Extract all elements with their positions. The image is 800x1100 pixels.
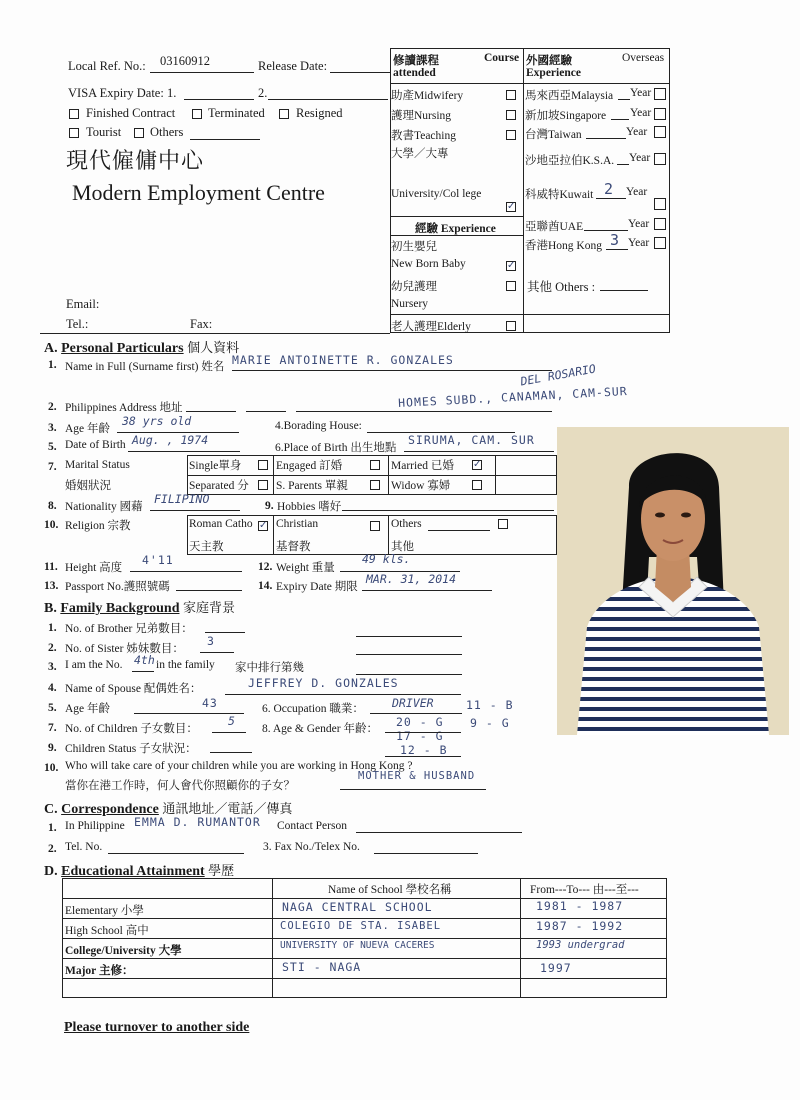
course-nursing-checkbox[interactable] <box>506 110 516 120</box>
experience-newborn-checkbox[interactable]: ✓ <box>507 260 516 271</box>
tourist-checkbox[interactable] <box>69 128 79 138</box>
visa-expiry-2-label: 2. <box>258 86 268 100</box>
marital-engaged: Engaged 訂婚 <box>276 460 343 472</box>
overseas-kuwait-line <box>596 198 626 199</box>
care-line <box>340 789 486 790</box>
overseas-malaysia: 馬來西亞Malaysia <box>525 90 614 102</box>
contact-person-line <box>356 832 522 833</box>
occupation-label: 6. Occupation 職業： <box>262 703 364 715</box>
section-b-heading: B. Family Background 家庭背景 <box>44 601 236 616</box>
section-c-heading: C. Correspondence 通訊地址／電話／傳真 <box>44 802 293 817</box>
address-value-2: HOMES SUBD., CANAMAN, CAM-SUR <box>397 383 629 411</box>
row-number-b5: 5. <box>48 702 57 714</box>
course-header-chinese: 修讀課程 <box>393 55 439 67</box>
overseas-kuwait: 科威特Kuwait <box>525 189 594 201</box>
row-number-9: 9. <box>265 500 274 512</box>
experience-item-newborn: New Born Baby <box>391 258 466 270</box>
religion-others-checkbox[interactable] <box>498 519 508 529</box>
others-checkbox[interactable] <box>134 128 144 138</box>
experience-item-nursery: Nursery <box>391 298 429 310</box>
experience-header-rule-top <box>390 216 523 217</box>
nationality-line <box>150 510 240 511</box>
occupation-value: DRIVER <box>392 696 434 710</box>
marital-single-parent-checkbox[interactable] <box>370 480 380 490</box>
address-line-1 <box>186 411 236 412</box>
expiry-label: Expiry Date 期限 <box>276 581 358 593</box>
release-date-label: Release Date: <box>258 59 328 73</box>
passport-line <box>176 590 242 591</box>
marital-separated-checkbox[interactable] <box>258 480 268 490</box>
children-label: No. of Children 子女數目： <box>65 723 198 735</box>
spouse-age-label: Age 年齡 <box>65 703 111 715</box>
marital-widow: Widow 寡婦 <box>391 480 451 492</box>
education-row-4 <box>62 958 667 959</box>
overseas-header-english: Experience <box>526 67 581 79</box>
overseas-ksa-year: Year <box>629 152 651 164</box>
row-number-b3: 3. <box>48 661 57 673</box>
agency-name-english: Modern Employment Centre <box>72 180 325 205</box>
finished-contract-checkbox[interactable] <box>69 109 79 119</box>
overseas-singapore-year: Year <box>630 107 652 119</box>
dob-label: Date of Birth <box>65 439 126 451</box>
spouse-line <box>225 694 461 695</box>
row-number-13: 13. <box>44 580 59 592</box>
overseas-hongkong-value: 3 <box>610 231 621 249</box>
family-no-line <box>132 671 154 672</box>
brother-line <box>205 632 245 633</box>
row-number-b10: 10. <box>44 762 59 774</box>
overseas-header-right: Overseas <box>622 52 665 64</box>
marital-widow-checkbox[interactable] <box>472 480 482 490</box>
overseas-ksa-line <box>617 164 629 165</box>
overseas-uae-line <box>584 230 628 231</box>
local-ref-label: Local Ref. No.: <box>68 59 146 73</box>
marital-single: Single單身 <box>189 460 242 472</box>
dob-value: Aug. , 1974 <box>132 433 209 447</box>
sister-value: 3 <box>207 634 215 648</box>
marital-grid-v3 <box>495 455 496 495</box>
row-number-c2: 2. <box>48 843 57 855</box>
experience-item-newborn-cn: 初生嬰兒 <box>391 241 437 253</box>
applicant-photo-illustration <box>557 427 789 735</box>
left-eye <box>655 513 665 518</box>
overseas-malaysia-year: Year <box>630 87 652 99</box>
children-status-label: Children Status 子女狀況： <box>65 743 197 755</box>
row-number-10: 10. <box>44 519 59 531</box>
terminated-checkbox[interactable] <box>192 109 202 119</box>
row-number-b2: 2. <box>48 642 57 654</box>
education-level-highschool: High School 高中 <box>65 925 149 937</box>
religion-others: Others <box>391 518 422 530</box>
education-level-elementary: Elementary 小學 <box>65 905 144 917</box>
religion-roman-catholic: Roman Catho <box>189 518 253 530</box>
experience-item-elderly: 老人護理Elderly <box>391 321 471 333</box>
overseas-hongkong-checkbox[interactable] <box>654 237 666 249</box>
row-number-11: 11. <box>44 561 58 573</box>
brother-right-line <box>356 636 462 637</box>
marital-grid-v1 <box>273 455 274 495</box>
experience-elderly-checkbox[interactable] <box>506 321 516 331</box>
education-header-school: Name of School 學校名稱 <box>328 884 452 896</box>
nationality-value: FILIPINO <box>154 492 210 506</box>
overseas-others-label: 其他 Others : <box>527 280 596 294</box>
marital-single-parent: S. Parents 單親 <box>276 480 348 492</box>
family-no-right-line <box>356 674 462 675</box>
education-school-college: UNIVERSITY OF NUEVA CACERES <box>280 940 435 951</box>
finished-contract-label: Finished Contract <box>86 106 176 120</box>
height-value: 4'11 <box>142 553 174 567</box>
overseas-header-chinese: 外國經驗 <box>526 55 572 67</box>
sister-label: No. of Sister 姊妹數目： <box>65 643 184 655</box>
experience-elderly-rule <box>390 314 523 315</box>
height-line <box>130 571 242 572</box>
turnover-note: Please turnover to another side <box>64 1020 250 1035</box>
education-period-college: 1993 undergrad <box>536 939 625 951</box>
education-period-highschool: 1987 - 1992 <box>536 919 624 933</box>
row-number-1: 1. <box>48 359 57 371</box>
in-philippine-value: EMMA D. RUMANTOR <box>134 815 261 829</box>
dob-line <box>128 451 240 452</box>
religion-christian-checkbox[interactable] <box>370 521 380 531</box>
visa-expiry-line-2 <box>268 99 388 100</box>
education-school-highschool: COLEGIO DE STA. ISABEL <box>280 920 442 932</box>
age-gender-value-2: 17 - G <box>396 729 444 743</box>
religion-others-cn: 其他 <box>391 541 414 553</box>
header-separator <box>40 333 390 334</box>
marital-separated: Separated 分 <box>189 480 249 492</box>
overseas-hongkong-year: Year <box>628 237 650 249</box>
hobbies-label: Hobbies 嗜好 <box>277 501 342 513</box>
passport-label: Passport No.護照號碼 <box>65 581 170 593</box>
spouse-value: JEFFREY D. GONZALES <box>248 676 399 690</box>
row-number-b1: 1. <box>48 622 57 634</box>
right-eye <box>681 513 691 518</box>
education-level-college: College/University 大學 <box>65 945 182 957</box>
overseas-hongkong-line <box>606 249 628 250</box>
course-item-university: University/Col lege <box>391 188 482 200</box>
row-number-3: 3. <box>48 422 57 434</box>
marital-grid-v2 <box>388 455 389 495</box>
address-label: Philippines Address 地址 <box>65 402 183 414</box>
name-line <box>232 370 552 371</box>
visa-expiry-line-1 <box>184 99 254 100</box>
overseas-taiwan: 台灣Taiwan <box>525 129 582 141</box>
religion-christian-cn: 基督教 <box>276 541 311 553</box>
overseas-singapore-line <box>611 119 629 120</box>
care-label-chinese: 當你在港工作時，何人會代你照顧你的子女？ <box>65 780 295 792</box>
family-no-suffix: in the family <box>156 659 215 671</box>
religion-christian: Christian <box>276 518 319 530</box>
marital-engaged-checkbox[interactable] <box>370 460 380 470</box>
age-gender-value-1: 20 - G <box>396 715 444 729</box>
overseas-kuwait-value: 2 <box>604 180 615 198</box>
course-item-teaching: 教書Teaching <box>391 130 456 142</box>
name-label: Name in Full (Surname first) 姓名 <box>65 361 225 373</box>
marital-married: Married 已婚 <box>391 460 454 472</box>
age-gender-right-1: 11 - B <box>466 698 514 712</box>
experience-header: 經驗 Experience <box>415 223 496 235</box>
overseas-kuwait-year: Year <box>626 186 648 198</box>
pob-line <box>404 451 554 452</box>
marital-label: Marital Status <box>65 459 130 471</box>
sister-right-line <box>356 654 462 655</box>
overseas-uae-year: Year <box>628 218 650 230</box>
family-no-label: I am the No. <box>65 659 123 671</box>
education-period-elementary: 1981 - 1987 <box>536 899 624 913</box>
address-value-1: DEL ROSARIO <box>519 361 597 389</box>
row-number-b9: 9. <box>48 742 57 754</box>
experience-header-rule-bottom <box>390 235 523 236</box>
religion-roman-catholic-checkbox[interactable]: ✓ <box>259 520 268 531</box>
care-label: Who will take care of your children while you are working in Hong Kong ? <box>65 760 413 772</box>
overseas-kuwait-checkbox[interactable] <box>654 198 666 210</box>
spouse-age-value: 43 <box>202 696 218 710</box>
marital-grid-mid <box>187 475 557 476</box>
release-date-line <box>330 72 390 73</box>
row-number-b4: 4. <box>48 682 57 694</box>
row-number-12: 12. <box>258 561 273 573</box>
height-label: Height 高度 <box>65 562 123 574</box>
education-school-major: STI - NAGA <box>282 960 362 974</box>
overseas-hongkong: 香港Hong Kong <box>525 240 602 252</box>
course-item-university-cn: 大學／大專 <box>391 148 449 160</box>
nationality-label: Nationality 國藉 <box>65 501 143 513</box>
fax-no-line <box>374 853 478 854</box>
education-period-major: 1997 <box>540 961 572 975</box>
marital-married-checkbox[interactable]: ✓ <box>473 459 482 470</box>
education-level-major: Major 主修： <box>65 965 134 977</box>
course-overseas-divider <box>523 48 524 333</box>
religion-grid-v2 <box>388 515 389 555</box>
overseas-ksa-checkbox[interactable] <box>654 153 666 165</box>
course-header-right: Course <box>484 52 520 64</box>
row-number-8: 8. <box>48 500 57 512</box>
name-value: MARIE ANTOINETTE R. GONZALES <box>232 353 454 367</box>
experience-nursery-checkbox[interactable] <box>506 281 516 291</box>
spouse-label: Name of Spouse 配偶姓名： <box>65 683 202 695</box>
section-a-heading: A. Personal Particulars 個人資料 <box>44 341 240 356</box>
address-line-3 <box>296 411 552 412</box>
overseas-others-line <box>600 290 648 291</box>
hobbies-line <box>342 510 554 511</box>
age-gender-right-2: 9 - G <box>470 716 510 730</box>
religion-grid-v1 <box>273 515 274 555</box>
tel-label: Tel.: <box>66 317 89 331</box>
local-ref-line <box>150 72 254 73</box>
marital-label-chinese: 婚姻狀況 <box>65 480 111 492</box>
row-number-b7: 7. <box>48 722 57 734</box>
overseas-uae-checkbox[interactable] <box>654 218 666 230</box>
row-number-5: 5. <box>48 441 57 453</box>
occupation-line <box>370 713 462 714</box>
overseas-ksa: 沙地亞拉伯K.S.A. <box>525 155 615 167</box>
religion-others-line <box>428 530 490 531</box>
pob-label: 6.Place of Birth 出生地點 <box>275 442 397 454</box>
others-label: Others <box>150 125 184 139</box>
brother-label: No. of Brother 兄弟數目： <box>65 623 193 635</box>
family-no-value: 4th <box>134 653 155 667</box>
tourist-label: Tourist <box>86 125 122 139</box>
children-status-line <box>210 752 252 753</box>
religion-label: Religion 宗教 <box>65 520 131 532</box>
age-gender-line <box>385 732 461 733</box>
age-gender-value-3: 12 - B <box>400 743 448 757</box>
terminated-label: Terminated <box>208 106 265 120</box>
fax-label: Fax: <box>190 317 213 331</box>
contact-person-label: Contact Person <box>277 820 347 832</box>
experience-item-nursery-cn: 幼兒護理 <box>391 281 437 293</box>
section-d-heading: D. Educational Attainment 學歷 <box>44 864 235 879</box>
boarding-house-label: 4.Borading House: <box>275 420 362 432</box>
age-label: Age 年齡 <box>65 423 111 435</box>
tel-no-line <box>108 853 244 854</box>
overseas-bottom-rule <box>523 314 670 315</box>
row-number-14: 14. <box>258 580 273 592</box>
course-header-english: attended <box>393 67 436 79</box>
in-philippine-label: In Philippine <box>65 820 125 832</box>
overseas-uae: 亞聯酋UAE <box>525 221 584 233</box>
education-header-period: From---To--- 由---至--- <box>530 884 639 896</box>
religion-roman-catholic-cn: 天主教 <box>189 541 224 553</box>
agency-name-chinese: 現代僱傭中心 <box>66 149 205 174</box>
weight-label: Weight 重量 <box>276 562 335 574</box>
overseas-malaysia-line <box>618 99 630 100</box>
education-row-5 <box>62 978 667 979</box>
overseas-malaysia-checkbox[interactable] <box>654 88 666 100</box>
course-item-nursing: 護理Nursing <box>391 110 452 122</box>
applicant-photo <box>557 427 789 735</box>
course-item-midwifery: 助產Midwifery <box>391 90 464 102</box>
course-teaching-checkbox[interactable] <box>506 130 516 140</box>
resigned-checkbox[interactable] <box>279 109 289 119</box>
overseas-singapore-checkbox[interactable] <box>654 108 666 120</box>
expiry-value: MAR. 31, 2014 <box>366 572 457 586</box>
overseas-singapore: 新加坡Singapore <box>525 110 607 122</box>
tel-no-label: Tel. No. <box>65 841 103 853</box>
address-line-2 <box>246 411 286 412</box>
fax-no-label: 3. Fax No./Telex No. <box>263 841 360 853</box>
marital-single-checkbox[interactable] <box>258 460 268 470</box>
visa-expiry-label: VISA Expiry Date: 1. <box>68 86 177 100</box>
age-gender-label: 8. Age & Gender 年齡： <box>262 723 378 735</box>
course-header-rule <box>390 83 670 84</box>
resigned-label: Resigned <box>296 106 343 120</box>
others-line <box>190 139 260 140</box>
expiry-line <box>362 590 492 591</box>
row-number-c1: 1. <box>48 822 57 834</box>
children-value: 5 <box>228 714 235 728</box>
email-label: Email: <box>66 297 100 311</box>
row-number-7: 7. <box>48 461 57 473</box>
weight-value: 49 kls. <box>362 552 411 566</box>
family-no-chinese: 家中排行第幾 <box>235 662 304 674</box>
local-ref-value: 03160912 <box>160 54 210 68</box>
pob-value: SIRUMA, CAM. SUR <box>408 433 535 447</box>
care-value: MOTHER & HUSBAND <box>358 770 476 782</box>
children-status-right-line <box>385 756 461 757</box>
sister-line <box>200 652 234 653</box>
row-number-2: 2. <box>48 401 57 413</box>
course-university-checkbox[interactable]: ✓ <box>507 201 516 212</box>
course-midwifery-checkbox[interactable] <box>506 90 516 100</box>
overseas-taiwan-year: Year <box>626 126 648 138</box>
age-value: 38 yrs old <box>122 414 192 428</box>
overseas-taiwan-line <box>586 138 626 139</box>
children-line <box>212 732 246 733</box>
overseas-taiwan-checkbox[interactable] <box>654 126 666 138</box>
education-school-elementary: NAGA CENTRAL SCHOOL <box>282 900 433 914</box>
